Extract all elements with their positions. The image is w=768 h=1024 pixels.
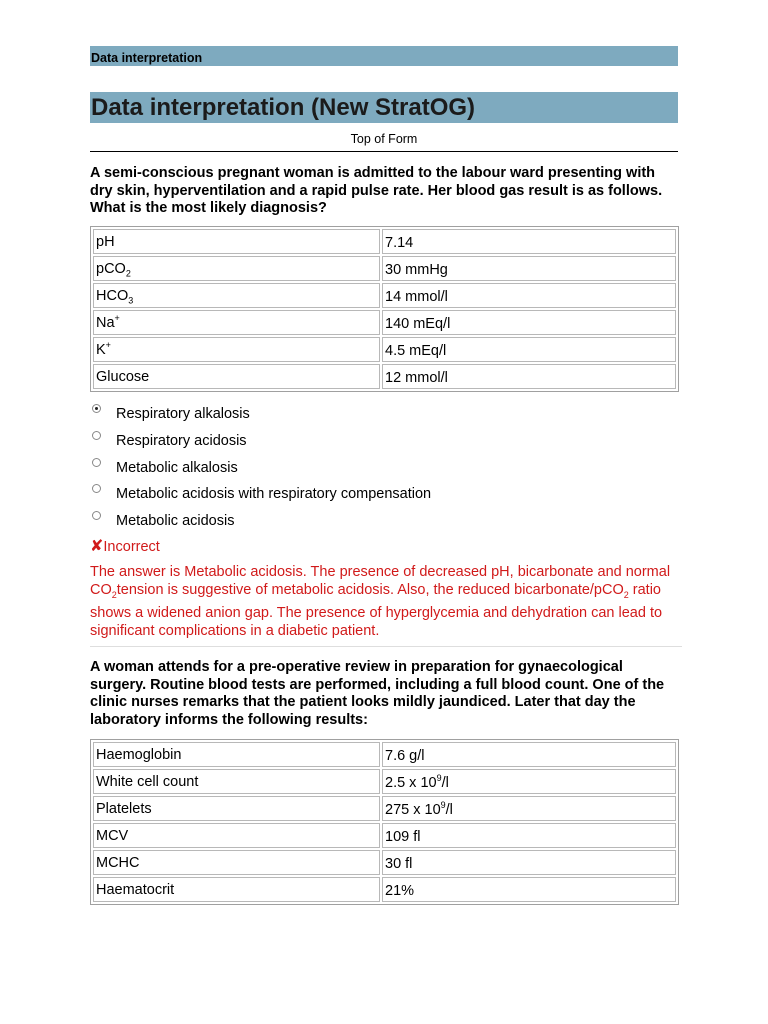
- row-label: Glucose: [93, 364, 380, 389]
- section-header-small: Data interpretation: [90, 46, 678, 66]
- top-of-form-label: Top of Form: [90, 132, 678, 152]
- radio-button[interactable]: [92, 484, 101, 493]
- row-value: 109 fl: [382, 823, 676, 848]
- row-value: 21%: [382, 877, 676, 902]
- row-label: $HCO_3$: [93, 283, 380, 308]
- answer-subscript-2: 2: [623, 589, 629, 600]
- row-value: 30 mmHg: [382, 256, 676, 281]
- row-value: 7.14: [382, 229, 676, 254]
- row-value: 12 mmol/l: [382, 364, 676, 389]
- table-row: [93, 796, 676, 821]
- row-value: 275 x $10^9/l$: [382, 796, 676, 821]
- feedback-incorrect: [90, 536, 160, 556]
- table-row: [93, 364, 676, 389]
- answer-explanation: [90, 563, 678, 640]
- row-label: Haematocrit: [93, 877, 380, 902]
- blood-gas-table: [90, 226, 679, 392]
- row-value: 4.5 mEq/l: [382, 337, 676, 362]
- table-row: [93, 256, 676, 281]
- cross-icon: ✘: [90, 538, 104, 555]
- option-label: Respiratory alkalosis: [116, 406, 250, 422]
- answer-text-part-1: The answer is Metabolic acidosis. The presence of decreased pH, bicarbonate and normal CO: [90, 564, 671, 598]
- table-row: [93, 850, 676, 875]
- row-label: pH: [93, 229, 380, 254]
- row-label: White cell count: [93, 769, 380, 794]
- row-label: Haemoglobin: [93, 742, 380, 767]
- full-blood-count-table: [90, 739, 679, 905]
- radio-button[interactable]: [92, 431, 101, 440]
- option-label: Metabolic acidosis with respiratory compensation: [116, 486, 432, 502]
- option-label: Metabolic alkalosis: [116, 460, 238, 476]
- question-1-text: A semi-conscious pregnant woman is admitted to the labour ward presenting with dry skin, hyperventilation and a rapid pulse rate. Her blood gas result is as follows. What is the most likely diagnosis?: [90, 165, 663, 216]
- row-value: 7.6 g/l: [382, 742, 676, 767]
- table-row: [93, 769, 676, 794]
- row-value: 2.5 x $10^9/l$: [382, 769, 676, 794]
- answer-subscript-1: 2: [111, 589, 117, 600]
- answer-text-part-3: ratio shows a widened anion gap. The presence of hyperglycemia and dehydration can lead to significant complications in a diabetic patient.: [90, 582, 663, 639]
- row-label: Na+: [93, 310, 380, 335]
- table-row: [93, 310, 676, 335]
- radio-button[interactable]: [92, 511, 101, 520]
- table-row: [93, 283, 676, 308]
- table-row: [93, 823, 676, 848]
- page-title: Data interpretation (New StratOG): [90, 92, 678, 123]
- row-value: 140 mEq/l: [382, 310, 676, 335]
- option-label: Metabolic acidosis: [116, 513, 235, 529]
- option-label: Respiratory acidosis: [116, 433, 247, 449]
- row-value: 30 fl: [382, 850, 676, 875]
- row-value: 14 mmol/l: [382, 283, 676, 308]
- table-row: [93, 337, 676, 362]
- radio-button[interactable]: [92, 458, 101, 467]
- table-row: [93, 229, 676, 254]
- row-label: MCHC: [93, 850, 380, 875]
- divider: [90, 646, 682, 647]
- row-label: K+: [93, 337, 380, 362]
- radio-button[interactable]: [92, 404, 101, 413]
- question-2-text: A woman attends for a pre-operative review in preparation for gynaecological surgery. Routine blood tests are performed, including a full blood count. One of the clinic nurses remarks that the patient looks mildly jaundiced. Later that day the laboratory informs the following results:: [90, 659, 665, 728]
- row-label: MCV: [93, 823, 380, 848]
- feedback-label: Incorrect: [103, 539, 160, 555]
- row-label: Platelets: [93, 796, 380, 821]
- table-row: [93, 877, 676, 902]
- row-label: pCO$_2$: [93, 256, 380, 281]
- answer-text-part-2: tension is suggestive of metabolic acidosis. Also, the reduced bicarbonate/pCO: [116, 582, 624, 598]
- table-row: [93, 742, 676, 767]
